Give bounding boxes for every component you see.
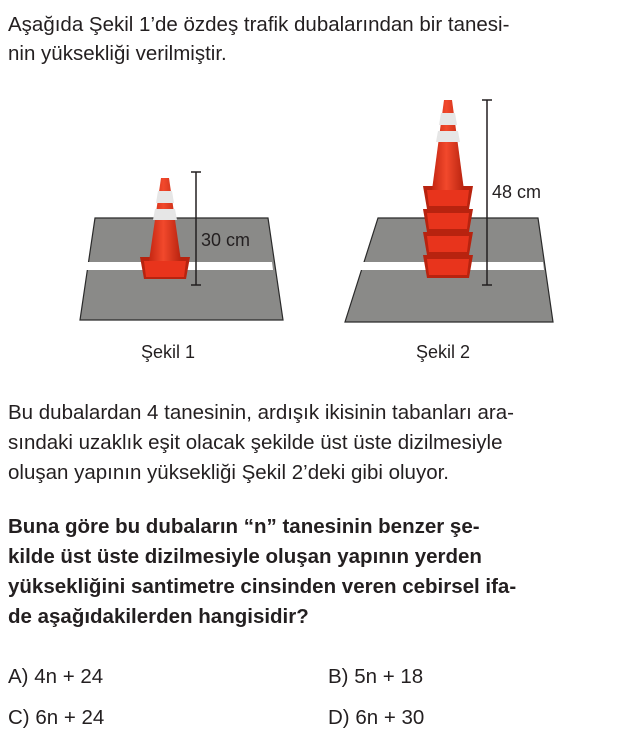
cone-stack [423,100,473,278]
question-line: Buna göre bu dubaların “n” tanesinin benzer şe- [8,515,480,538]
option-c[interactable]: C) 6n + 24 [8,706,105,729]
paragraph-line: Bu dubalardan 4 tanesinin, ardışık ikisinin tabanları ara- [8,401,514,424]
intro-line: nin yüksekliği verilmiştir. [8,42,227,65]
measure-label-1: 30 cm [201,230,251,250]
question-line: de aşağıdakilerden hangisidir? [8,605,309,628]
figure-caption-1: Şekil 1 [140,342,196,362]
intro-text [8,10,614,68]
option-a[interactable]: A) 4n + 24 [8,665,104,688]
option-b[interactable]: B) 5n + 18 [328,665,424,688]
question-line: yüksekliğini santimetre cinsinden veren cebirsel ifa- [8,575,517,598]
paragraph-line: sındaki uzaklık eşit olacak şekilde üst üste dizilmesiyle [8,431,503,454]
measure-label-2: 48 cm [492,182,542,202]
figure-caption-2: Şekil 2 [415,342,471,362]
question-text [8,512,614,632]
paragraph-line: oluşan yapının yüksekliği Şekil 2’deki gibi oluyor. [8,461,450,484]
option-d[interactable]: D) 6n + 30 [328,706,425,729]
figure-area [0,85,622,375]
intro-line: Aşağıda Şekil 1’de özdeş trafik dubalarından bir tanesi- [8,13,510,36]
question-line: kilde üst üste dizilmesiyle oluşan yapının yerden [8,545,482,568]
description-paragraph [8,398,614,488]
